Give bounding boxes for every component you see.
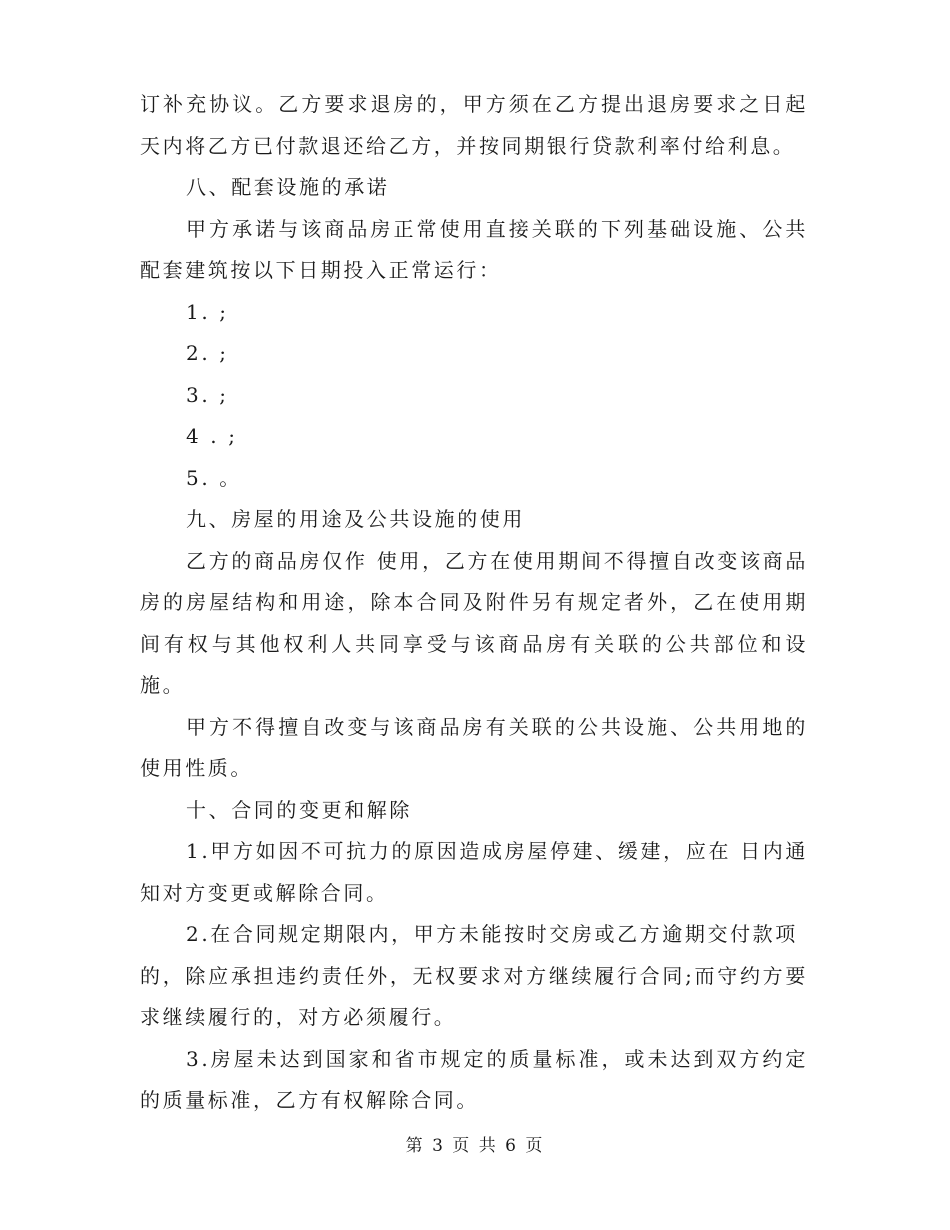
clause-force-majeure: 1.甲方如因不可抗力的原因造成房屋停建、缓建，应在 日内通知对方变更或解除合同。: [140, 839, 808, 905]
facility-item-2: 2. ;: [186, 341, 229, 365]
clause-default-line-1: 2.在合同规定期限内，甲方未能按时交房或乙方逾期交付款项: [186, 922, 798, 946]
clause-default-line-2: 的，除应承担违约责任外，无权要求对方继续履行合同;而守约方要求继续履行的，对方必须履行。: [140, 963, 808, 1029]
paragraph-refund-continuation: 订补充协议。乙方要求退房的，甲方须在乙方提出退房要求之日起 天内将乙方已付款退还给乙方，并按同期银行贷款利率付给利息。: [140, 92, 817, 158]
section-heading-supporting-facilities: 八、配套设施的承诺: [186, 175, 390, 199]
facility-item-3: 3. ;: [186, 382, 229, 407]
clause-quality-standard: 3.房屋未达到国家和省市规定的质量标准，或未达到双方约定的质量标准，乙方有权解除合同。: [140, 1046, 808, 1112]
paragraph-usage-buyer: 乙方的商品房仅作 使用，乙方在使用期间不得擅自改变该商品房的房屋结构和用途，除本合同及附件另有规定者外，乙在使用期间有权与其他权利人共同享受与该商品房有关联的公共部位和设施。: [140, 548, 808, 697]
facility-item-1: 1. ;: [186, 299, 229, 324]
section-heading-contract-change: 十、合同的变更和解除: [186, 797, 412, 822]
paragraph-facilities-commitment: 甲方承诺与该商品房正常使用直接关联的下列基础设施、公共配套建筑按以下日期投入正常运行：: [140, 216, 808, 282]
paragraph-usage-seller: 甲方不得擅自改变与该商品房有关联的公共设施、公共用地的使用性质。: [140, 714, 808, 780]
facility-item-4: 4 . ;: [186, 424, 238, 448]
document-body: [140, 84, 817, 1122]
section-heading-usage: 九、房屋的用途及公共设施的使用: [186, 507, 525, 531]
page-number-footer: 第 3 页 共 6 页: [405, 1136, 545, 1156]
facility-item-5: 5. 。: [186, 465, 242, 490]
